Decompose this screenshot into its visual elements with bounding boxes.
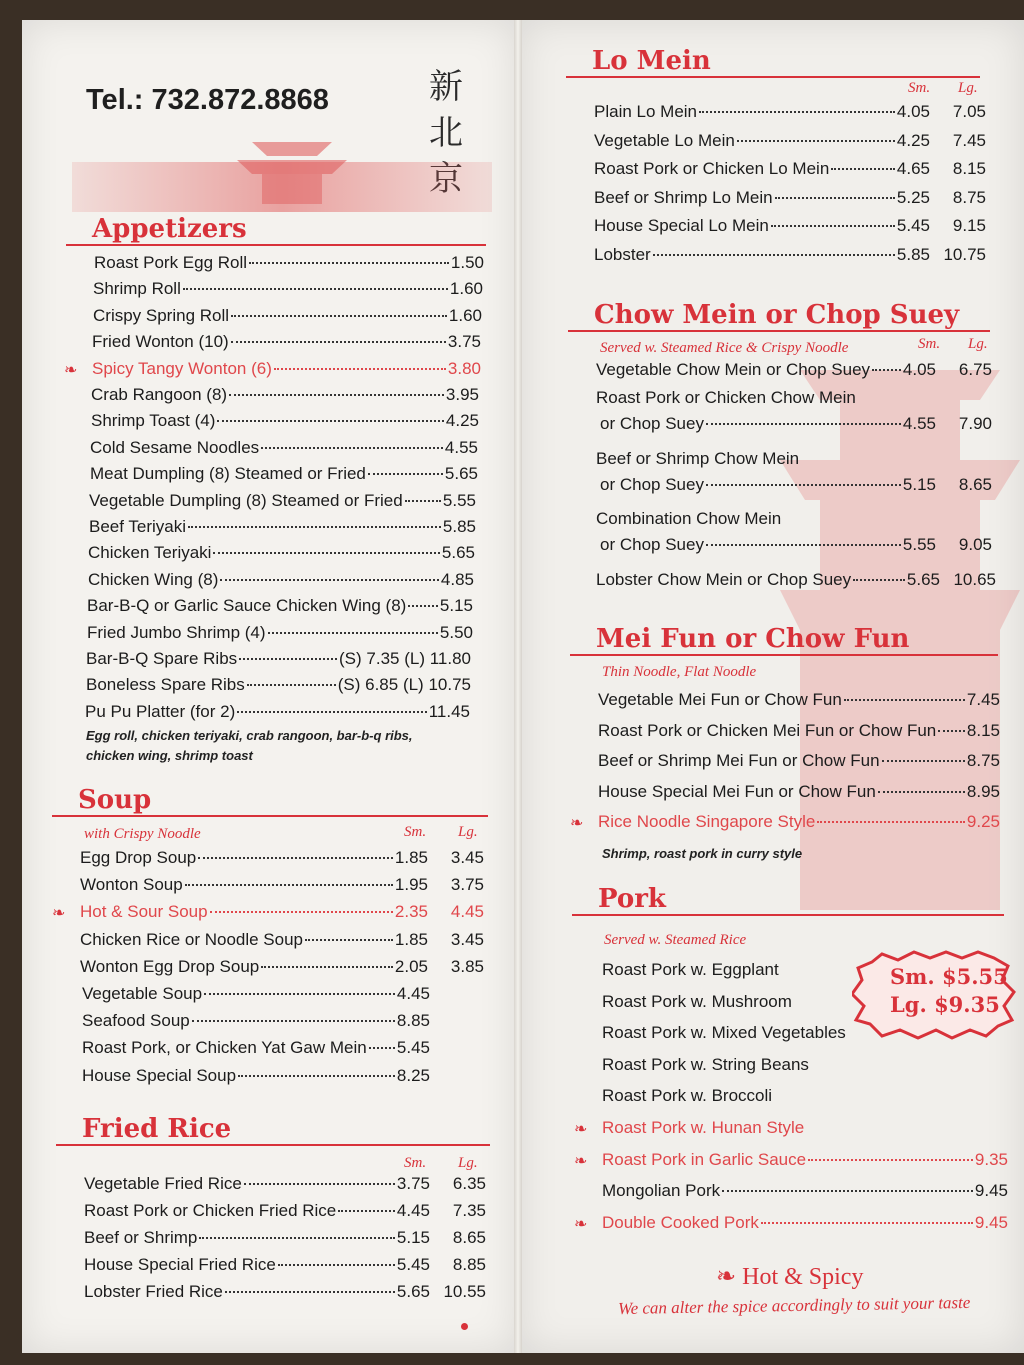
menu-item (92, 359, 481, 379)
item-name: Chicken Rice or Noodle Soup (80, 929, 304, 949)
menu-item (91, 411, 479, 431)
item-price-large: 7.05 (952, 102, 986, 121)
leader-dots (808, 1159, 973, 1161)
leader-dots (872, 369, 901, 371)
menu-item (594, 102, 986, 122)
menu-item (84, 1255, 486, 1275)
menu-item: Roast Pork w. Hunan Style (602, 1118, 805, 1137)
menu-item (82, 984, 486, 1004)
item-name: Vegetable Chow Mein or Chop Suey (596, 360, 871, 379)
leader-dots (229, 394, 444, 396)
item-price: (S) 7.35 (L) 11.80 (339, 649, 471, 668)
item-name: Beef or Shrimp Mei Fun or Chow Fun (598, 751, 880, 771)
restaurant-chinese-name: 新 北 (429, 67, 463, 153)
menu-item (600, 535, 992, 555)
leader-dots (722, 1190, 973, 1192)
item-name: Wonton Egg Drop Soup (80, 956, 260, 976)
item-name: House Special Soup (82, 1065, 237, 1085)
menu-item (82, 1011, 486, 1031)
item-price: 4.85 (440, 569, 474, 589)
item-name: Spicy Tangy Wonton (6) (92, 358, 272, 378)
item-price-small: 5.45 (896, 216, 930, 236)
mei_fun-subtitle: Thin Noodle, Flat Noodle (602, 664, 757, 680)
item-price-large: 7.35 (452, 1201, 486, 1220)
leader-dots (198, 857, 393, 859)
item-name: Combination Chow Mein (596, 509, 782, 528)
item-name: Beef or Shrimp Lo Mein (594, 187, 773, 207)
item-name: Crab Rangoon (8) (91, 385, 228, 404)
item-price: 8.25 (396, 1065, 430, 1085)
leader-dots (210, 911, 393, 913)
soup-rule (52, 815, 488, 817)
soup-sm-header: Sm. (404, 824, 427, 840)
item-price-large: 7.45 (952, 130, 986, 150)
item-name: Mongolian Pork (602, 1181, 721, 1201)
menu-item (80, 875, 484, 895)
menu-item (594, 216, 986, 236)
item-price-large: 6.75 (958, 360, 992, 379)
menu-item (93, 279, 483, 299)
leader-dots (231, 341, 446, 343)
pepper-icon: ❧ (52, 905, 66, 923)
item-name: Roast Pork or Chicken Fried Rice (84, 1201, 337, 1220)
pork-title: Pork (598, 884, 666, 914)
menu-item (90, 438, 478, 458)
item-name: Egg Drop Soup (80, 848, 197, 867)
leader-dots (368, 473, 443, 475)
item-name: Lobster (594, 245, 651, 264)
leader-dots (204, 993, 395, 995)
item-price: (S) 6.85 (L) 10.75 (337, 675, 471, 695)
badge-small-price: Sm. $5.55 (890, 964, 1008, 989)
badge-large-price: Lg. $9.35 (890, 992, 1000, 1017)
item-price-large: 9.15 (952, 216, 986, 236)
leader-dots (771, 225, 895, 227)
item-price-small: 1.95 (394, 875, 428, 895)
singapore-note: Shrimp, roast pork in curry style (602, 846, 803, 861)
leader-dots (737, 140, 895, 142)
item-name: Vegetable Fried Rice (84, 1174, 242, 1193)
menu-item: Roast Pork w. Eggplant (602, 960, 779, 979)
chow_mein-rule (568, 330, 990, 332)
pepper-icon: ❧ (574, 1121, 588, 1138)
item-price-large: 3.45 (450, 929, 484, 949)
leader-dots (844, 699, 965, 701)
item-name: Beef or Shrimp (84, 1228, 198, 1247)
item-name: Roast Pork Egg Roll (94, 253, 248, 272)
menu-item: Roast Pork w. Mixed Vegetables (602, 1023, 846, 1043)
menu-item (598, 751, 1000, 771)
leader-dots (775, 197, 895, 199)
item-name: Roast Pork or Chicken Chow Mein (596, 388, 856, 407)
item-price: 11.45 (428, 701, 470, 721)
item-price: 9.45 (974, 1181, 1008, 1201)
leader-dots (831, 168, 895, 170)
item-name: Lobster Chow Mein or Chop Suey (596, 570, 852, 589)
item-price-small: 5.15 (396, 1228, 430, 1247)
item-price: 9.35 (974, 1149, 1008, 1169)
menu-item (86, 675, 471, 695)
menu-item (594, 131, 986, 151)
menu-fold (514, 20, 522, 1353)
item-price-small: 5.25 (896, 187, 930, 207)
item-price-large: 3.85 (450, 956, 484, 976)
item-name: Vegetable Mei Fun or Chow Fun (598, 690, 842, 709)
leader-dots (338, 1210, 395, 1212)
leader-dots (305, 939, 393, 941)
item-price: 3.75 (447, 332, 481, 352)
leader-dots (878, 791, 965, 793)
menu-item (80, 848, 484, 868)
item-name: Shrimp Roll (93, 279, 181, 299)
platter-note-line2: chicken wing, shrimp toast (86, 748, 253, 763)
item-name: Seafood Soup (82, 1011, 190, 1031)
leader-dots (408, 605, 438, 607)
menu-item (82, 1038, 486, 1058)
item-price-large: 9.05 (958, 535, 992, 554)
menu-item (80, 930, 484, 950)
item-name: Hot & Sour Soup (80, 902, 208, 922)
fried_rice-lg-header: Lg. (458, 1155, 478, 1171)
item-price: 9.25 (966, 812, 1000, 832)
menu-item (600, 414, 992, 434)
leader-dots (699, 111, 895, 113)
item-price-small: 5.45 (396, 1255, 430, 1274)
leader-dots (405, 500, 441, 502)
item-name: Pu Pu Platter (for 2) (85, 701, 236, 721)
item-name-continued: or Chop Suey (600, 414, 704, 433)
leader-dots (761, 1222, 973, 1224)
item-name: Roast Pork, or Chicken Yat Gaw Mein (82, 1038, 367, 1058)
leader-dots (237, 711, 426, 713)
pepper-icon: ❧ (574, 1152, 588, 1170)
item-price-small: 5.85 (896, 245, 930, 264)
item-name: Beef Teriyaki (89, 517, 187, 536)
leader-dots (853, 579, 905, 581)
item-price: 4.45 (396, 984, 430, 1003)
menu-item (91, 385, 479, 405)
pork-subtitle: Served w. Steamed Rice (604, 932, 747, 948)
item-name: Crispy Spring Roll (93, 305, 230, 325)
menu-item (602, 1213, 1008, 1233)
menu-item (602, 1150, 1008, 1170)
menu-item (594, 245, 986, 265)
item-price: 5.50 (439, 622, 473, 642)
item-price-small: 5.55 (902, 535, 936, 554)
leader-dots (244, 1183, 395, 1185)
appetizers-rule (66, 244, 486, 246)
leader-dots (239, 658, 337, 660)
leader-dots (261, 447, 443, 449)
leader-dots (183, 288, 448, 290)
leader-dots (199, 1237, 395, 1239)
item-price-small: 3.75 (396, 1174, 430, 1193)
item-price-small: 1.85 (394, 929, 428, 949)
leader-dots (817, 821, 965, 823)
pepper-icon: ❧ (64, 361, 78, 379)
item-name: Double Cooked Pork (602, 1212, 759, 1232)
item-price: 8.85 (396, 1011, 430, 1031)
item-price-small: 1.85 (394, 848, 428, 867)
leader-dots (706, 423, 901, 425)
decorative-dot (461, 1323, 468, 1330)
leader-dots (653, 254, 895, 256)
appetizers-title: Appetizers (92, 214, 247, 244)
leader-dots (220, 579, 439, 581)
leader-dots (249, 262, 449, 264)
hot-spicy-label: Hot & Spicy (742, 1264, 864, 1290)
item-price: 1.60 (449, 279, 483, 299)
item-price: 1.50 (450, 253, 484, 272)
item-name: Roast Pork or Chicken Lo Mein (594, 159, 830, 179)
item-name: Lobster Fried Rice (84, 1282, 223, 1301)
leader-dots (369, 1047, 395, 1049)
soup-title: Soup (78, 785, 152, 815)
item-price-small: 4.25 (896, 130, 930, 150)
menu-item (82, 1066, 486, 1086)
pepper-icon: ❧ (570, 815, 584, 833)
leader-dots (213, 552, 439, 554)
menu-item (594, 188, 986, 208)
menu-item (600, 475, 992, 495)
item-price: 4.25 (445, 411, 479, 431)
pork-rule (572, 914, 1004, 916)
leader-dots (185, 884, 393, 886)
leader-dots (192, 1020, 395, 1022)
leader-dots (247, 684, 336, 686)
leader-dots (238, 1075, 395, 1077)
item-price: 5.45 (396, 1038, 430, 1058)
item-name: Roast Pork or Chicken Mei Fun or Chow Fun (598, 720, 937, 740)
item-price-small: 4.65 (896, 159, 930, 179)
item-name: Vegetable Dumpling (8) Steamed or Fried (89, 490, 403, 510)
item-name: House Special Lo Mein (594, 216, 769, 236)
fried_rice-title: Fried Rice (82, 1114, 232, 1144)
menu-item (86, 649, 471, 669)
menu-item: Roast Pork w. Mushroom (602, 991, 792, 1011)
item-name: Fried Wonton (10) (92, 332, 229, 352)
item-name: Chicken Teriyaki (88, 543, 212, 563)
item-name: Beef or Shrimp Chow Mein (596, 449, 800, 468)
pork-price-badge (852, 950, 1016, 1040)
item-price-large: 8.85 (452, 1255, 486, 1274)
item-price-large: 3.45 (450, 848, 484, 867)
hot-spicy-legend (716, 1262, 863, 1291)
leader-dots (938, 730, 965, 732)
item-name: Rice Noodle Singapore Style (598, 812, 816, 832)
leader-dots (706, 484, 901, 486)
item-name: Fried Jumbo Shrimp (4) (87, 622, 266, 642)
chow_mein-lg-header: Lg. (968, 336, 988, 352)
item-price-large: 6.35 (452, 1174, 486, 1193)
item-price-large: 4.45 (450, 902, 484, 922)
lo_mein-rule (566, 76, 980, 78)
item-price: 4.55 (444, 437, 478, 457)
item-name: House Special Mei Fun or Chow Fun (598, 781, 876, 801)
lo_mein-title: Lo Mein (592, 46, 711, 76)
leader-dots (882, 760, 965, 762)
item-price: 5.85 (442, 517, 476, 536)
mei_fun-rule (570, 654, 998, 656)
item-price-large: 7.90 (958, 414, 992, 433)
menu-item (80, 902, 484, 922)
leader-dots (217, 420, 444, 422)
item-price-small: 5.15 (902, 475, 936, 494)
item-price: 8.75 (966, 751, 1000, 771)
menu-item (90, 464, 478, 484)
item-price: 7.45 (966, 690, 1000, 709)
menu-item (84, 1228, 486, 1248)
item-price-large: 10.55 (443, 1282, 486, 1301)
menu-item (88, 570, 474, 590)
item-price-large: 10.75 (943, 245, 986, 264)
item-name-continued: or Chop Suey (600, 475, 704, 494)
chow_mein-sm-header: Sm. (918, 336, 941, 352)
chow_mein-subtitle: Served w. Steamed Rice & Crispy Noodle (600, 340, 849, 356)
leader-dots (268, 632, 438, 634)
menu-item (596, 360, 992, 380)
item-price-small: 4.55 (902, 414, 936, 433)
menu-item: Roast Pork w. String Beans (602, 1054, 809, 1074)
item-price: 9.45 (974, 1212, 1008, 1232)
item-name: Vegetable Soup (82, 984, 203, 1003)
item-name: Shrimp Toast (4) (91, 411, 216, 431)
soup-subtitle: with Crispy Noodle (84, 826, 201, 842)
item-price: 1.60 (448, 305, 482, 325)
chow_mein-title: Chow Mein or Chop Suey (594, 300, 960, 330)
menu-item (594, 159, 986, 179)
item-name: Vegetable Lo Mein (594, 130, 735, 150)
item-name: Wonton Soup (80, 875, 183, 895)
platter-note-line1: Egg roll, chicken teriyaki, crab rangoon, bar-b-q ribs, (86, 728, 413, 743)
menu-item (84, 1282, 486, 1302)
menu-item (80, 957, 484, 977)
item-price-small: 4.05 (902, 360, 936, 379)
pepper-icon: ❧ (716, 1264, 743, 1290)
item-price-large: 8.65 (452, 1228, 486, 1247)
telephone-number: Tel.: 732.872.8868 (86, 84, 329, 116)
item-price-large: 8.15 (952, 159, 986, 179)
item-name: Boneless Spare Ribs (86, 675, 245, 695)
item-name: Cold Sesame Noodles (90, 437, 260, 457)
item-price-small: 5.65 (906, 570, 940, 589)
item-price: 3.80 (447, 358, 481, 378)
item-price-large: 10.65 (953, 570, 996, 589)
spice-note: We can alter the spice accordingly to suit your taste (617, 1292, 971, 1319)
leader-dots (274, 368, 446, 370)
item-price: 5.15 (439, 596, 473, 616)
item-price-large: 3.75 (450, 875, 484, 895)
menu-item (596, 570, 996, 590)
menu-item: Roast Pork w. Broccoli (602, 1086, 773, 1106)
item-name: Plain Lo Mein (594, 102, 698, 121)
pepper-icon: ❧ (574, 1215, 588, 1233)
item-price-small: 2.05 (394, 956, 428, 976)
menu-item (84, 1174, 486, 1194)
item-name: Bar-B-Q Spare Ribs (86, 649, 238, 668)
item-price-large: 8.75 (952, 187, 986, 207)
menu-item (87, 623, 473, 643)
item-name-continued: or Chop Suey (600, 535, 704, 554)
menu-item (88, 543, 475, 563)
item-price-small: 5.65 (396, 1282, 430, 1301)
menu-item (94, 253, 484, 273)
fried_rice-rule (56, 1144, 490, 1146)
leader-dots (706, 544, 901, 546)
menu-item (92, 332, 481, 352)
menu-item (89, 517, 476, 537)
leader-dots (225, 1291, 395, 1293)
mei_fun-title: Mei Fun or Chow Fun (596, 624, 910, 654)
menu-item (598, 782, 1000, 802)
menu-item (598, 721, 1000, 741)
menu-item (602, 1181, 1008, 1201)
item-name: Roast Pork in Garlic Sauce (602, 1149, 807, 1169)
item-price-small: 4.45 (396, 1201, 430, 1220)
leader-dots (261, 966, 393, 968)
item-name: Meat Dumpling (8) Steamed or Fried (90, 464, 366, 484)
menu-item (93, 306, 482, 326)
item-price: 5.55 (442, 490, 476, 510)
item-price-large: 8.65 (958, 475, 992, 494)
leader-dots (188, 526, 441, 528)
menu-item (87, 596, 473, 616)
item-price: 5.65 (444, 464, 478, 484)
soup-lg-header: Lg. (458, 824, 478, 840)
fried_rice-sm-header: Sm. (404, 1155, 427, 1171)
palace-banner-illustration (72, 122, 492, 222)
leader-dots (278, 1264, 395, 1266)
menu-item (84, 1201, 486, 1221)
leader-dots (231, 315, 447, 317)
item-price: 8.95 (966, 781, 1000, 801)
item-price: 3.95 (445, 385, 479, 404)
item-name: House Special Fried Rice (84, 1255, 276, 1274)
item-price-small: 2.35 (394, 902, 428, 922)
item-price: 5.65 (441, 543, 475, 563)
item-price: 8.15 (966, 720, 1000, 740)
item-name: Bar-B-Q or Garlic Sauce Chicken Wing (8) (87, 596, 407, 616)
menu-item (89, 491, 476, 511)
menu-item (598, 690, 1000, 710)
item-name: Chicken Wing (8) (88, 569, 219, 589)
lo_mein-sm-header: Sm. (908, 80, 931, 96)
lo_mein-lg-header: Lg. (958, 80, 978, 96)
item-price-small: 4.05 (896, 102, 930, 121)
menu-item (85, 702, 470, 722)
menu-item (598, 812, 1000, 832)
